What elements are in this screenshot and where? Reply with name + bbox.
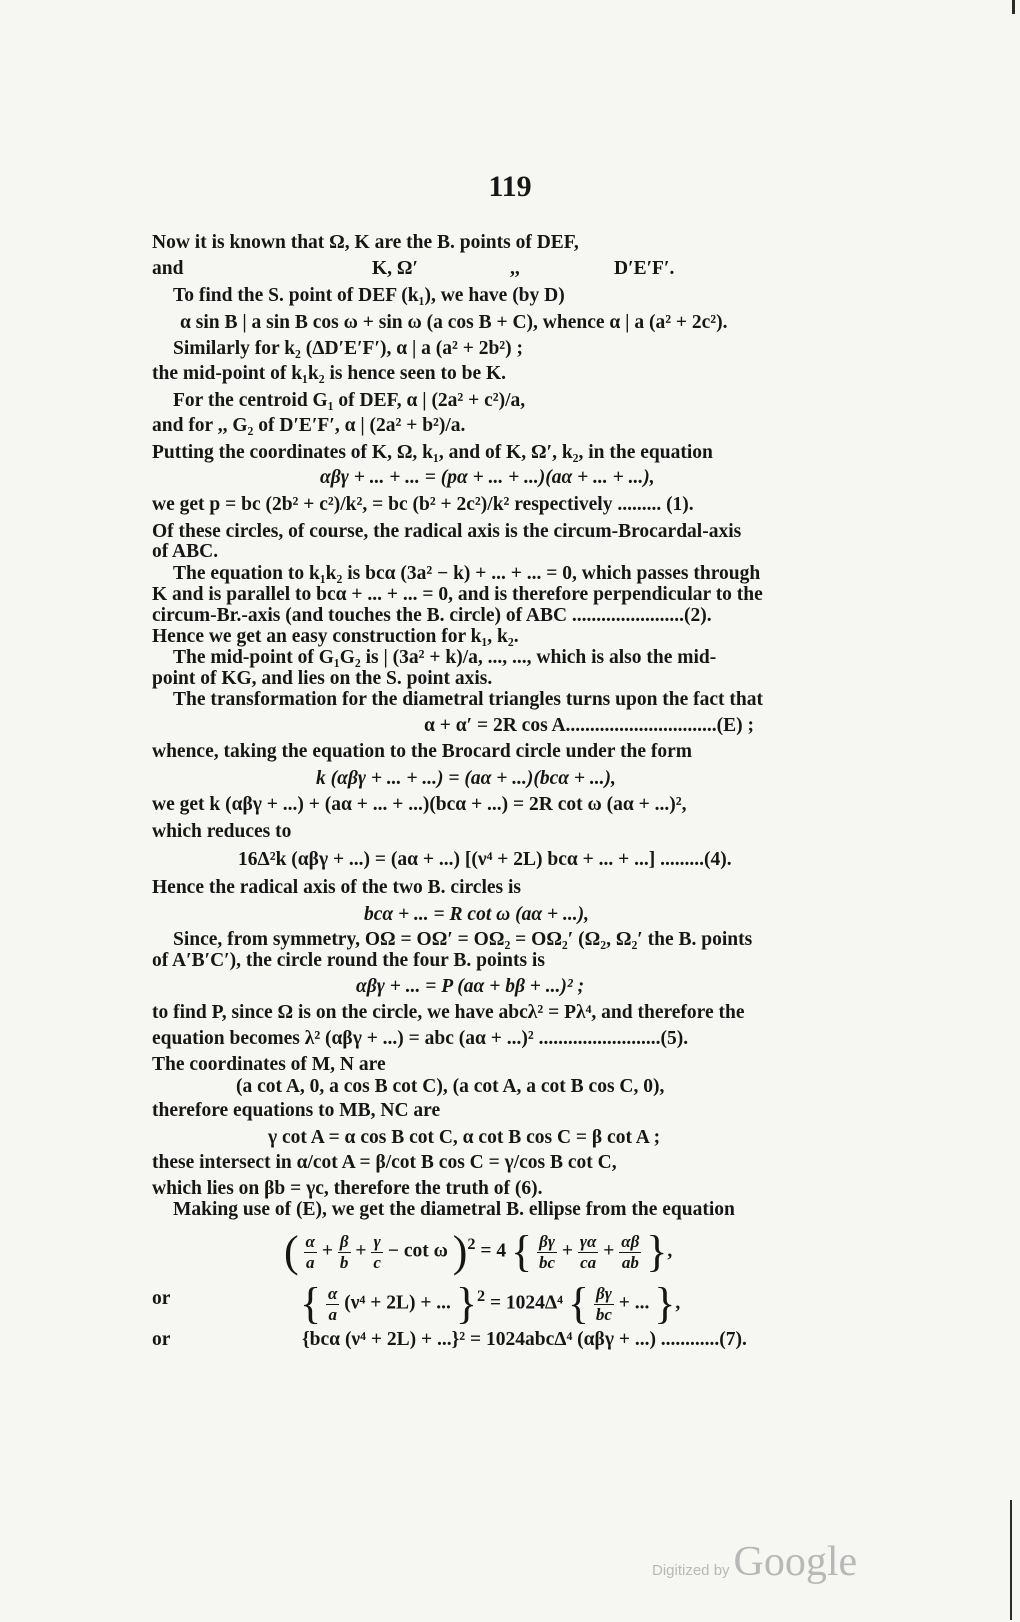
right-paren: ) — [452, 1227, 468, 1277]
equation-line: k (αβγ + ... + ...) = (aα + ...)(bcα + ...), — [316, 768, 616, 789]
text-line: K and is parallel to bcα + ... + ... = 0, and is therefore perpendicular to the — [152, 584, 763, 605]
equation-line: (a cot A, 0, a cos B cot C), (a cot A, a cot B cos C, 0), — [236, 1076, 665, 1097]
text-line: circum-Br.-axis (and touches the B. circle) of ABC .......................(2). — [152, 605, 712, 626]
text-line: and for ,, G₂ of D′E′F′, α | (2a² + b²)/a. — [152, 415, 466, 436]
text-line: Since, from symmetry, OΩ = OΩ′ = OΩ₂ = OΩ₂′ (Ω₂, Ω₂′ the B. points — [173, 929, 753, 950]
left-brace: { — [300, 1279, 322, 1329]
text-line: The transformation for the diametral triangles turns upon the fact that — [173, 689, 764, 710]
equation-term: = 4 — [480, 1240, 507, 1262]
page-number: 119 — [488, 170, 532, 203]
equation-line: 16Δ²k (αβγ + ...) = (aα + ...) [(ν⁴ + 2L) bcα + ... + ...] .........(4). — [238, 849, 732, 870]
left-brace: { — [567, 1279, 589, 1329]
equation-term: (ν⁴ + 2L) + ... — [344, 1292, 451, 1314]
text-line: of ABC. — [152, 541, 219, 562]
fraction: $\frac{\alpha\beta}{ab}$ — [621, 1231, 640, 1272]
left-paren: ( — [284, 1227, 299, 1277]
fraction: $\frac{\alpha}{a}$ — [328, 1283, 338, 1324]
right-brace: } — [654, 1279, 676, 1329]
page-edge-top — [1012, 0, 1015, 14]
fraction: $\frac{\beta\gamma}{bc}$ — [539, 1231, 556, 1272]
text-line: we get k (αβγ + ...) + (aα + ... + ...)(bcα + ...) = 2R cot ω (aα + ...)², — [152, 794, 687, 815]
text-line: or — [152, 1288, 171, 1309]
text-line: Of these circles, of course, the radical axis is the circum-Brocardal-axis — [152, 521, 742, 542]
watermark-prefix: Digitized by — [652, 1562, 730, 1579]
fraction: $\frac{\alpha}{a}$ — [305, 1231, 315, 1272]
equation-ellipse-2: { $\frac{\alpha}{a}$ (ν⁴ + 2L) + ... }$^2$ = 1024Δ⁴ { $\frac{\beta\gamma}{bc}$ + ... }, — [300, 1279, 681, 1329]
text-line: which lies on βb = γc, therefore the truth of (6). — [152, 1178, 543, 1199]
text-line: Putting the coordinates of K, Ω, k₁, and of K, Ω′, k₂, in the equation — [152, 442, 713, 463]
text-line: Making use of (E), we get the diametral B. ellipse from the equation — [173, 1199, 735, 1220]
text-line: Similarly for k₂ (ΔD′E′F′), α | a (a² + 2b²) ; — [173, 338, 524, 359]
equation-line: αβγ + ... = P (aα + bβ + ...)² ; — [356, 976, 585, 997]
text-line: these intersect in α/cot A = β/cot B cos C = γ/cos B cot C, — [152, 1152, 617, 1173]
text-line: therefore equations to MB, NC are — [152, 1100, 441, 1121]
text-line: which reduces to — [152, 821, 292, 842]
text-line: The equation to k₁k₂ is bcα (3a² − k) + ... + ... = 0, which passes through — [173, 563, 761, 584]
text-line: or — [152, 1329, 171, 1350]
equation-term: = 1024Δ⁴ — [489, 1292, 563, 1314]
text-line: To find the S. point of DEF (k₁), we have (by D) — [173, 285, 565, 306]
equation-term: + ... — [618, 1292, 650, 1314]
fraction: $\frac{\beta\gamma}{bc}$ — [595, 1283, 612, 1324]
left-brace: { — [511, 1227, 533, 1277]
text-line: whence, taking the equation to the Brocard circle under the form — [152, 741, 692, 762]
fraction: $\frac{\beta}{b}$ — [339, 1231, 349, 1272]
text-line: The mid-point of G₁G₂ is | (3a² + k)/a, ..., ..., which is also the mid- — [173, 647, 717, 668]
page-edge-right — [1010, 1500, 1012, 1620]
text-line: we get p = bc (2b² + c²)/k², = bc (b² + 2c²)/k² respectively ......... (1). — [152, 494, 694, 515]
text-line: and — [152, 258, 184, 279]
right-brace: } — [455, 1279, 477, 1329]
equation-line: {bcα (ν⁴ + 2L) + ...}² = 1024abcΔ⁴ (αβγ + ...) ............(7). — [302, 1329, 747, 1350]
text-line: Hence the radical axis of the two B. circles is — [152, 877, 521, 898]
text-line: α sin B | a sin B cos ω + sin ω (a cos B + C), whence α | a (a² + 2c²). — [180, 312, 728, 333]
digitized-by-google-watermark — [652, 1538, 857, 1586]
text-line: equation becomes λ² (αβγ + ...) = abc (aα + ...)² .........................(5). — [152, 1028, 689, 1049]
text-line: the mid-point of k₁k₂ is hence seen to be K. — [152, 363, 507, 384]
equation-line: bcα + ... = R cot ω (aα + ...), — [364, 904, 589, 925]
fraction: $\frac{\gamma}{c}$ — [373, 1231, 381, 1272]
text-line: Hence we get an easy construction for k₁, k₂. — [152, 626, 519, 647]
equation-term: − cot ω — [387, 1240, 448, 1262]
text-line: Now it is known that Ω, K are the B. points of DEF, — [152, 232, 579, 253]
equation-line: γ cot A = α cos B cot C, α cot B cos C = β cot A ; — [268, 1127, 661, 1148]
google-logo: Google — [733, 1539, 858, 1585]
text-line: For the centroid G₁ of DEF, α | (2a² + c²)/a, — [173, 390, 526, 411]
right-brace: } — [646, 1227, 668, 1277]
text-line: D′E′F′. — [614, 258, 675, 279]
equation-line: αβγ + ... + ... = (pα + ... + ...)(aα + ... + ...), — [320, 467, 655, 488]
text-line: K, Ω′ — [372, 258, 419, 279]
text-line: ,, — [510, 258, 520, 279]
text-line: of A′B′C′), the circle round the four B. points is — [152, 950, 545, 971]
equation-ellipse-1: ( $\frac{\alpha}{a}$ + $\frac{\beta}{b}$ + $\frac{\gamma}{c}$ − cot ω )$^2$ = 4 { $\frac{\beta\gamma}{bc}$ + $\frac{\gamma\alpha}{ca}$ + $\frac{\alpha\beta}{ab}$ }, — [284, 1227, 673, 1277]
fraction: $\frac{\gamma\alpha}{ca}$ — [579, 1231, 597, 1272]
text-line: to find P, since Ω is on the circle, we have abcλ² = Pλ⁴, and therefore the — [152, 1002, 745, 1023]
text-line: point of KG, and lies on the S. point axis. — [152, 668, 493, 689]
text-line: The coordinates of M, N are — [152, 1054, 386, 1075]
equation-line: α + α′ = 2R cos A...............................(E) ; — [424, 715, 755, 736]
